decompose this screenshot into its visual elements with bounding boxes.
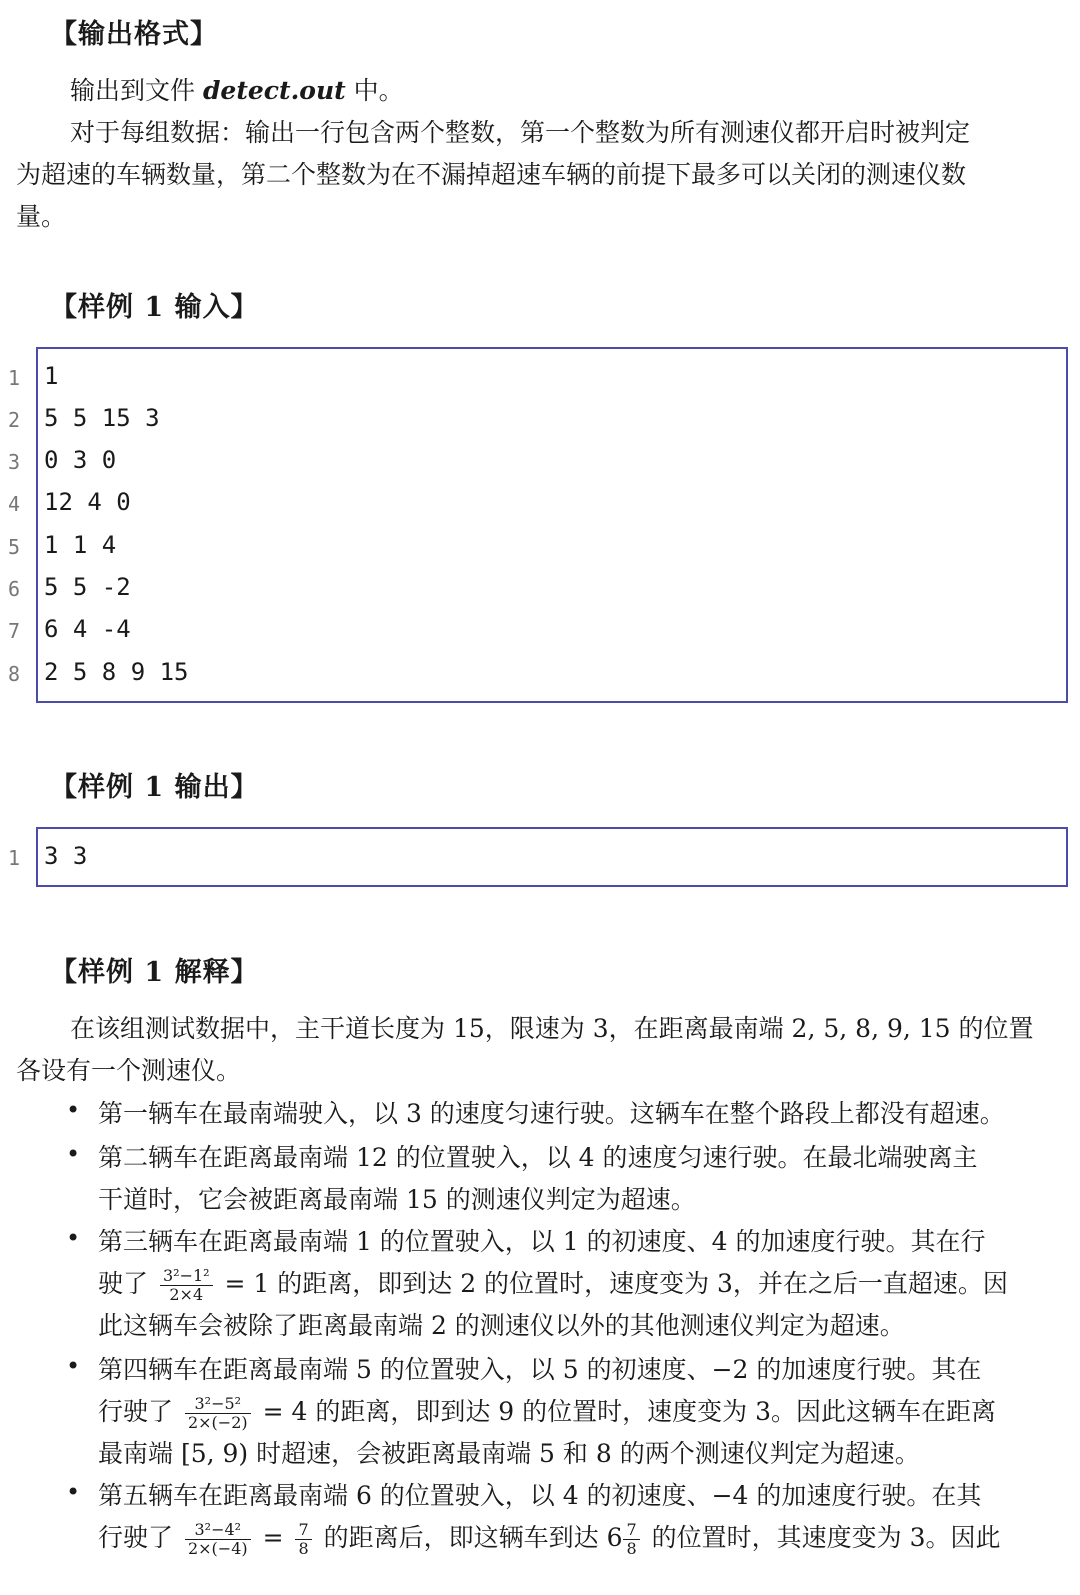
bullet-5-text-d: 的位置时，其速度变为 3。因此 [651,1523,1001,1552]
code-line: 1 1 4 [44,531,117,559]
output-file-line [70,70,404,112]
fraction [185,1521,251,1558]
output-file-suffix: 中。 [345,76,404,105]
code-line: 5 5 15 3 [44,404,160,432]
explanation-intro-line-2: 各设有一个测速仪。 [16,1056,242,1085]
fraction-numerator: 7 [623,1521,639,1540]
output-desc-line-1: 对于每组数据：输出一行包含两个整数，第一个整数为所有测速仪都开启时被判定 [70,118,971,147]
bullet-1-text: 第一辆车在最南端驶入，以 3 的速度匀速行驶。这辆车在整个路段上都没有超速。 [98,1099,1005,1128]
bullet-dot: • [66,1352,81,1380]
fraction [160,1267,213,1304]
bullet-4-line-1: 第四辆车在距离最南端 5 的位置驶入，以 5 的初速度、−2 的加速度行驶。其在 [98,1355,982,1384]
output-desc-line-3: 量。 [16,202,67,231]
bullet-3-line-2 [98,1264,1008,1304]
line-number: 1 [8,366,21,390]
sample-explanation-heading: 【样例 1 解释】 [50,957,259,988]
bullet-5-line-2 [98,1518,1000,1558]
fraction-denominator: 2×4 [169,1285,204,1304]
fraction-numerator: 3²−4² [185,1521,251,1540]
code-line: 2 5 8 9 15 [44,658,189,686]
code-line: 6 4 -4 [44,615,131,643]
fraction-numerator: 7 [295,1521,311,1540]
fraction-denominator: 8 [298,1539,309,1558]
bullet-3-text-a: 驶了 [98,1269,149,1298]
bullet-5-text-b: = [262,1523,284,1552]
fraction-numerator: 3²−5² [185,1395,251,1414]
code-line: 5 5 -2 [44,573,131,601]
bullet-4-text-b: = 4 的距离，即到达 9 的位置时，速度变为 3。因此这辆车在距离 [262,1397,996,1426]
line-number: 7 [8,619,21,643]
fraction [623,1521,639,1558]
code-line: 1 [44,362,59,390]
sample-input-heading: 【样例 1 输入】 [50,292,259,323]
bullet-3-line-1: 第三辆车在距离最南端 1 的位置驶入，以 1 的初速度、4 的加速度行驶。其在行 [98,1227,986,1256]
bullet-2-line-1: 第二辆车在距离最南端 12 的位置驶入，以 4 的速度匀速行驶。在最北端驶离主 [98,1143,978,1172]
line-number: 4 [8,492,21,516]
bullet-2-line-2: 干道时，它会被距离最南端 15 的测速仪判定为超速。 [98,1185,696,1214]
fraction [185,1395,251,1432]
bullet-4-text-a: 行驶了 [98,1397,174,1426]
sample-output-box [36,827,1068,887]
bullet-3-text-b: = 1 的距离，即到达 2 的位置时，速度变为 3，并在之后一直超速。因 [224,1269,1008,1298]
line-number: 1 [8,846,21,870]
bullet-4-line-2 [98,1392,996,1432]
bullet-dot: • [66,1096,81,1124]
line-number: 5 [8,535,21,559]
bullet-4-line-3: 最南端 [5, 9) 时超速，会被距离最南端 5 和 8 的两个测速仪判定为超速。 [98,1439,920,1468]
bullet-dot: • [66,1478,81,1506]
line-number: 3 [8,450,21,474]
code-line: 12 4 0 [44,488,131,516]
line-number: 2 [8,408,21,432]
code-line: 0 3 0 [44,446,117,474]
sample-output-heading: 【样例 1 输出】 [50,772,259,803]
fraction [295,1521,311,1558]
bullet-5-text-a: 行驶了 [98,1523,174,1552]
output-file-name: detect.out [202,76,346,105]
bullet-dot: • [66,1224,81,1252]
fraction-denominator: 2×(−2) [187,1413,248,1432]
bullet-3-line-3: 此这辆车会被除了距离最南端 2 的测速仪以外的其他测速仪判定为超速。 [98,1311,905,1340]
fraction-numerator: 3²−1² [160,1267,213,1286]
output-file-prefix: 输出到文件 [70,76,203,105]
explanation-intro-line-1: 在该组测试数据中，主干道长度为 15，限速为 3，在距离最南端 2, 5, 8, 9, 15 的位置 [70,1014,1034,1043]
output-desc-line-2: 为超速的车辆数量，第二个整数为在不漏掉超速车辆的前提下最多可以关闭的测速仪数 [16,160,967,189]
sample-input-box [36,347,1068,703]
bullet-5-text-c: 的距离后，即这辆车到达 6 [323,1523,623,1552]
output-format-heading: 【输出格式】 [50,19,218,50]
line-number: 8 [8,662,21,686]
bullet-dot: • [66,1140,81,1168]
line-number: 6 [8,577,21,601]
code-line: 3 3 [44,842,88,870]
bullet-5-line-1: 第五辆车在距离最南端 6 的位置驶入，以 4 的初速度、−4 的加速度行驶。在其 [98,1481,982,1510]
fraction-denominator: 2×(−4) [187,1539,248,1558]
fraction-denominator: 8 [626,1539,637,1558]
